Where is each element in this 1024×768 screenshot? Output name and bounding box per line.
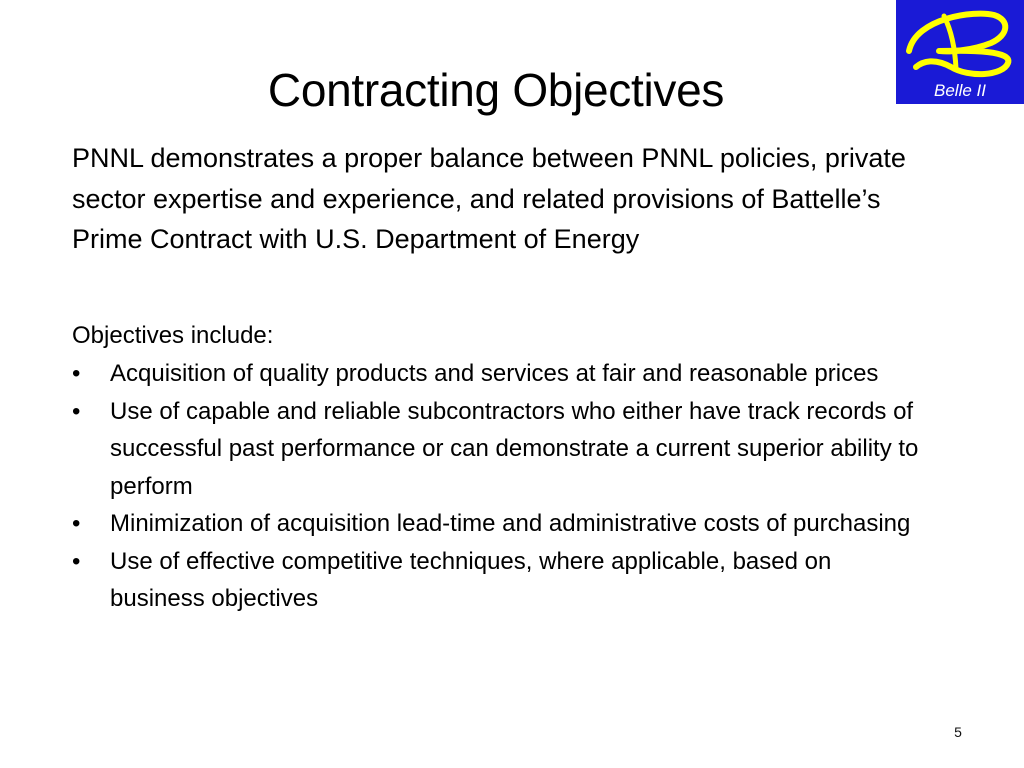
- objective-text: Minimization of acquisition lead-time and administrative costs of purchasing: [110, 510, 911, 537]
- bullet-icon: •: [72, 397, 81, 425]
- bullet-icon: •: [72, 547, 81, 575]
- objective-text: Acquisition of quality products and services at fair and reasonable prices: [110, 360, 879, 387]
- objectives-list: [72, 355, 932, 618]
- objective-item: [72, 393, 932, 506]
- intro-paragraph: PNNL demonstrates a proper balance between PNNL policies, private sector expertise and experience, and related provisions of Battelle’s Prime Contract with U.S. Department of Energy: [72, 143, 906, 254]
- objective-item: [72, 355, 932, 393]
- objective-item: [72, 505, 932, 543]
- objectives-heading: Objectives include:: [72, 322, 274, 349]
- bullet-icon: •: [72, 510, 81, 537]
- objective-text: Use of effective competitive techniques, where applicable, based on business objectives: [110, 547, 832, 612]
- bullet-icon: •: [72, 360, 81, 387]
- objective-text: Use of capable and reliable subcontractors who either have track records of successful past performance or can demonstrate a current superior ability to perform: [110, 397, 919, 500]
- logo-text: Belle II: [934, 81, 986, 100]
- page-title: Contracting Objectives: [267, 64, 725, 116]
- page-number: 5: [954, 724, 962, 740]
- objective-item: [72, 543, 932, 618]
